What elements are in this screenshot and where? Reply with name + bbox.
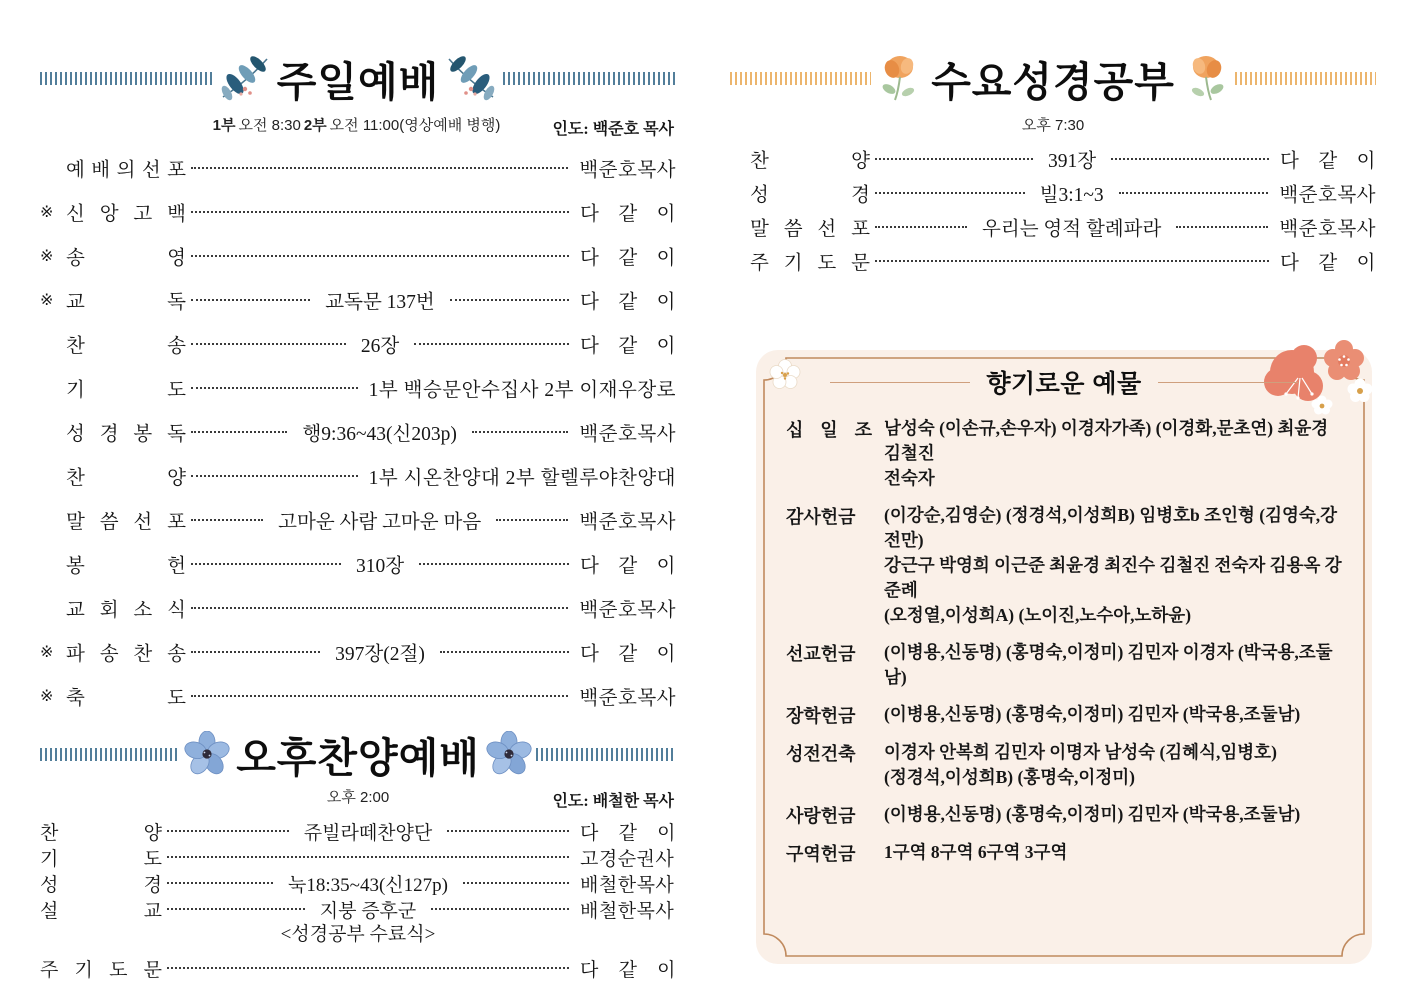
dotted-leader [191, 651, 320, 653]
leaf-branch-icon [217, 51, 271, 105]
dotted-leader [191, 475, 358, 477]
stripe-line [503, 72, 676, 85]
offering-entry [786, 640, 1348, 690]
service-detail: 우리는 영적 할례파라 [982, 219, 1162, 240]
dotted-leader [167, 908, 305, 910]
service-row [40, 498, 676, 542]
dotted-leader [472, 431, 568, 433]
offering-line: 남성숙 (이손규,손우자) 이경자가족) (이경화,문초연) 최윤경 김철진 [884, 418, 1329, 463]
left-page [40, 0, 676, 981]
service-leader-name: 다 같 이 [580, 204, 676, 225]
dotted-leader [167, 967, 569, 969]
dotted-leader [167, 882, 273, 884]
service-item-label: 예 배 의 선 포 [66, 160, 186, 181]
sunday-subtitle-row [40, 114, 676, 138]
wednesday-order-list [730, 142, 1376, 278]
bible-study-completion-note: <성경공부 수료식> [280, 924, 436, 945]
service-item-label: 기 도 [66, 380, 186, 401]
service-item-label: 찬 양 [66, 468, 186, 489]
offering-line: (이병용,신동명) (홍명숙,이정미) 김민자 (박국용,조둘남) [884, 704, 1301, 724]
service-leader-name: 백준호목사 [579, 600, 676, 621]
offering-entry [786, 503, 1348, 628]
orange-flower-icon [875, 52, 925, 104]
service-detail: 310장 [355, 556, 405, 577]
service-leader-name: 1부 백승문안수집사 2부 이재우장로 [368, 380, 676, 401]
service-detail: 빌3:1~3 [1039, 185, 1104, 206]
offering-names [884, 640, 1348, 690]
offering-line: (오정열,이성희A) (노이진,노수아,노하윤) [884, 605, 1192, 625]
service-row [750, 210, 1376, 244]
service-leader-name: 다 같 이 [580, 336, 676, 357]
dotted-leader [191, 343, 346, 345]
service-item-label: 말 씀 선 포 [66, 512, 186, 533]
offering-title-row [756, 350, 1372, 400]
service-item-label: 교 독 [66, 292, 186, 313]
dotted-leader [191, 563, 341, 565]
wednesday-study-header [730, 48, 1376, 108]
schedule-part: 1부 [212, 117, 236, 134]
service-item-label: 봉 헌 [66, 556, 186, 577]
offering-title: 향기로운 예물 [986, 370, 1142, 398]
offering-box [756, 350, 1372, 964]
dotted-leader [191, 519, 263, 521]
afternoon-service-title: 오후찬양예배 [236, 734, 480, 781]
stripe-line [40, 748, 180, 761]
title-rule-line [830, 382, 970, 383]
sunday-order-list [40, 146, 676, 718]
service-item-label: 축 도 [66, 688, 186, 709]
offering-category: 장학헌금 [786, 706, 856, 726]
service-item-label: 설 교 [40, 900, 162, 922]
offering-names [884, 702, 1348, 728]
offering-line: (이병용,신동명) (홍명숙,이정미) 김민자 이경자 (박국용,조둘남) [884, 642, 1333, 687]
wednesday-study-title: 수요성경공부 [931, 58, 1175, 105]
wednesday-subtitle-row [730, 114, 1376, 138]
offering-entry [786, 740, 1348, 790]
service-item-label: 파 송 찬 송 [66, 644, 186, 665]
offering-category: 구역헌금 [786, 844, 856, 864]
service-detail: 391장 [1047, 151, 1097, 172]
service-row [40, 366, 676, 410]
offering-category: 선교헌금 [786, 644, 856, 664]
service-leader-name: 백준호목사 [579, 160, 676, 181]
service-row [750, 142, 1376, 176]
service-leader-name: 다 같 이 [580, 644, 677, 665]
stripe-line [730, 72, 871, 85]
service-row [40, 278, 676, 322]
service-leader-name: 배철한목사 [580, 874, 675, 896]
service-leader-name: 다 같 이 [580, 822, 677, 844]
dotted-leader [191, 431, 287, 433]
service-item-label: 주 기 도 문 [40, 959, 162, 981]
offering-entries [756, 400, 1372, 866]
leaf-branch-icon [445, 51, 499, 105]
service-leader-name: 백준호목사 [1279, 219, 1377, 240]
service-item-label: 찬 양 [750, 151, 870, 172]
service-row [40, 410, 676, 454]
service-detail: 26장 [360, 336, 400, 357]
dotted-leader [191, 695, 568, 697]
asterisk-marker: ※ [40, 688, 54, 705]
dotted-leader [875, 192, 1025, 194]
asterisk-marker: ※ [40, 204, 54, 221]
service-item-label: 성 경 [40, 874, 162, 896]
afternoon-subtitle-row [40, 786, 676, 810]
offering-line: (이병용,신동명) (홍명숙,이정미) 김민자 (박국용,조둘남) [884, 804, 1301, 824]
dotted-leader [875, 260, 1269, 262]
service-item-label: 송 영 [66, 248, 186, 269]
offering-line: 1구역 8구역 6구역 3구역 [884, 842, 1068, 862]
service-leader-name: 백준호목사 [579, 512, 676, 533]
stripe-line [1235, 72, 1376, 85]
service-row [40, 630, 676, 674]
schedule-part: 오전 11:00(영상예배 병행) [329, 117, 501, 134]
dotted-leader [191, 299, 310, 301]
service-row [40, 586, 676, 630]
offering-names [884, 740, 1348, 790]
dotted-leader [167, 830, 289, 832]
afternoon-leader-name: 인도: 배철한 목사 [552, 793, 674, 810]
service-item-label: 신 앙 고 백 [66, 204, 186, 225]
service-item-label: 말 씀 선 포 [750, 219, 870, 240]
dotted-leader [191, 255, 569, 257]
offering-names [884, 802, 1348, 828]
asterisk-marker: ※ [40, 248, 54, 265]
offering-line: 전숙자 [884, 468, 935, 488]
service-item-label: 찬 양 [40, 822, 162, 844]
title-rule-line [1158, 382, 1298, 383]
offering-line: (정경석,이성희B) (홍명숙,이정미) [884, 767, 1135, 787]
service-row [40, 955, 676, 981]
dotted-leader [191, 387, 358, 389]
asterisk-marker: ※ [40, 644, 54, 661]
offering-entry [786, 802, 1348, 828]
schedule-part: 2부 [303, 117, 327, 134]
service-item-label: 성 경 봉 독 [66, 424, 186, 445]
service-leader-name: 고경순권사 [580, 848, 675, 870]
sunday-leader-name: 인도: 백준호 목사 [552, 121, 674, 138]
dotted-leader [1176, 226, 1268, 228]
service-row [40, 818, 676, 844]
offering-entry [786, 840, 1348, 866]
service-row [40, 870, 676, 896]
dotted-leader [1119, 192, 1269, 194]
dotted-leader [496, 519, 568, 521]
offering-category: 감사헌금 [786, 507, 856, 527]
service-detail: 고마운 사람 고마운 마음 [278, 512, 482, 533]
service-row [40, 542, 676, 586]
offering-names [884, 503, 1348, 628]
service-leader-name: 다 같 이 [580, 959, 676, 981]
service-row [40, 674, 676, 718]
service-detail: 397장(2절) [335, 644, 425, 665]
sunday-service-title: 주일예배 [276, 58, 440, 105]
service-row [40, 896, 676, 922]
dotted-leader [463, 882, 569, 884]
offering-category: 십 일 조 [786, 420, 872, 440]
dotted-leader [1111, 158, 1269, 160]
service-row [40, 234, 676, 278]
dotted-leader [419, 563, 569, 565]
dotted-leader [167, 856, 569, 858]
service-item-label: 찬 송 [66, 336, 186, 357]
dotted-leader [875, 158, 1033, 160]
stripe-line [536, 748, 676, 761]
service-row [750, 244, 1376, 278]
orange-flower-icon [1181, 52, 1231, 104]
dotted-leader [450, 299, 569, 301]
service-detail: 교독문 137번 [325, 292, 435, 313]
service-row [40, 190, 676, 234]
service-leader-name: 1부 시온찬양대 2부 할렐루야찬양대 [368, 468, 676, 489]
service-leader-name: 다 같 이 [1280, 253, 1376, 274]
blue-flower-icon [184, 731, 230, 777]
afternoon-order-list [40, 818, 676, 922]
dotted-leader [447, 830, 569, 832]
service-row [40, 844, 676, 870]
service-detail: 지붕 증후군 [319, 900, 417, 922]
asterisk-marker: ※ [40, 292, 54, 309]
service-leader-name: 배철한목사 [580, 900, 675, 922]
service-leader-name: 다 같 이 [580, 556, 676, 577]
offering-category: 성전건축 [786, 744, 856, 764]
service-detail: 눅18:35~43(신127p) [288, 874, 448, 896]
sunday-service-header [40, 48, 676, 108]
service-leader-name: 다 같 이 [580, 248, 676, 269]
service-row [40, 146, 676, 190]
service-leader-name: 백준호목사 [1279, 185, 1376, 206]
service-row [40, 322, 676, 366]
offering-line: 이경자 안복희 김민자 이명자 남성숙 (김혜식,임병호) [884, 742, 1277, 762]
dotted-leader [191, 607, 568, 609]
service-item-label: 교 회 소 식 [66, 600, 186, 621]
afternoon-service-header [40, 724, 676, 784]
right-page [730, 0, 1376, 964]
dotted-leader [191, 167, 568, 169]
service-leader-name: 백준호목사 [579, 424, 677, 445]
offering-category: 사랑헌금 [786, 806, 856, 826]
service-detail: 행9:36~43(신203p) [302, 424, 457, 445]
offering-names [884, 840, 1348, 866]
dotted-leader [414, 343, 569, 345]
afternoon-order-list-2 [40, 955, 676, 981]
service-leader-name: 다 같 이 [580, 292, 677, 313]
dotted-leader [191, 211, 569, 213]
wednesday-time: 오후 7:30 [1021, 117, 1085, 134]
service-leader-name: 백준호목사 [579, 688, 676, 709]
offering-entry [786, 702, 1348, 728]
service-item-label: 성 경 [750, 185, 870, 206]
service-item-label: 기 도 [40, 848, 162, 870]
service-leader-name: 다 같 이 [1280, 151, 1376, 172]
offering-line: 강근구 박영희 이근준 최윤경 최진수 김철진 전숙자 김용옥 강준례 [884, 555, 1342, 600]
stripe-line [40, 72, 213, 85]
schedule-part: 오전 8:30 [238, 117, 301, 134]
dotted-leader [431, 908, 569, 910]
service-detail: 쥬빌라떼찬양단 [303, 822, 433, 844]
dotted-leader [440, 651, 569, 653]
blue-flower-icon [486, 731, 532, 777]
dotted-leader [875, 226, 967, 228]
service-row [40, 454, 676, 498]
service-item-label: 주 기 도 문 [750, 253, 870, 274]
service-row [750, 176, 1376, 210]
offering-line: (이강순,김영순) (정경석,이성희B) 임병호b 조인형 (김영숙,강전만) [884, 505, 1338, 550]
afternoon-time: 오후 2:00 [326, 789, 390, 806]
